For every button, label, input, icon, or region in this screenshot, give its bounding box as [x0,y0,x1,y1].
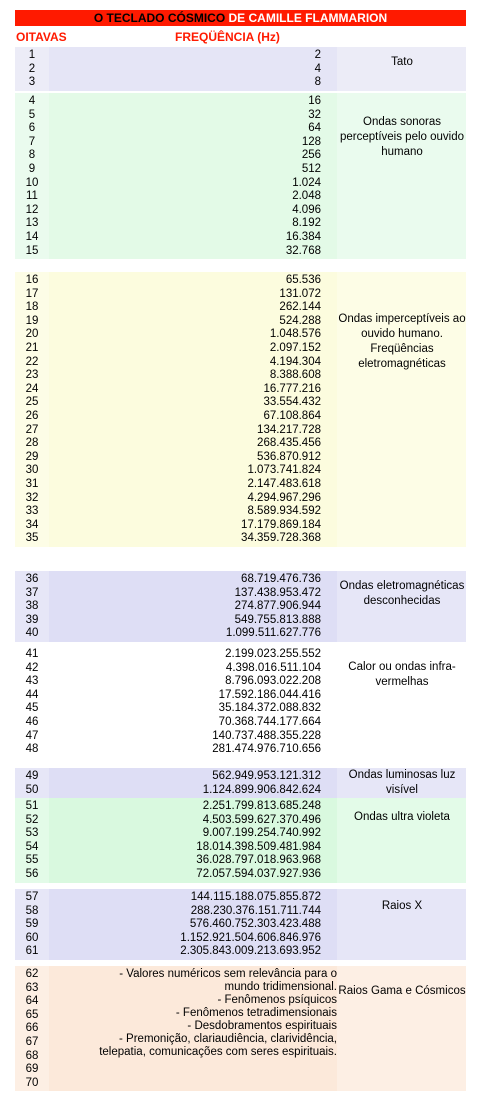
octave-number: 35 [25,532,39,545]
octave-number: 30 [25,464,39,477]
octave-number: 40 [25,627,39,640]
note-line: mundo tridimensional. [224,981,337,993]
table-title [15,10,466,26]
octave-number: 9 [28,163,36,175]
octave-number: 68 [25,1049,39,1062]
band-section [15,798,466,883]
frequency-value: 8.388.608 [269,369,321,382]
band-section [15,272,466,547]
frequency-value: 34.359.728.368 [241,532,321,545]
octave-number: 54 [25,840,39,853]
band-description: Raios X [381,900,423,912]
frequency-value: 8.796.093.022.208 [225,675,321,688]
octave-number: 28 [25,437,39,450]
octave-number: 37 [25,586,39,599]
frequency-value: 72.057.594.037.927.936 [196,868,321,880]
frequency-value: 576.460.752.303.423.488 [189,918,321,931]
octave-number: 39 [25,613,39,626]
frequency-value: 32.768 [285,244,321,257]
frequency-value: 65.536 [285,274,321,286]
frequency-value: 17.179.869.184 [241,518,321,531]
frequency-value: 8.589.934.592 [247,505,321,518]
band-description: Tato [391,56,413,68]
frequency-value: 562.949.953.121.312 [212,770,321,782]
frequency-value: 140.737.488.355.228 [212,729,321,742]
frequency-value: 64 [308,122,321,135]
frequency-value: 2 [314,49,321,61]
band-section [15,889,466,960]
frequency-value: 17.592.186.044.416 [218,688,321,701]
octave-number: 70 [25,1076,39,1089]
octave-number: 65 [25,1008,39,1021]
band-description: Raios Gama e Cósmicos [338,985,466,997]
octave-number: 60 [25,931,39,944]
octave-number: 32 [25,491,39,504]
frequency-value: 128 [301,135,321,148]
octave-number: 38 [25,600,39,613]
frequency-value: 1.099.511.627.776 [225,627,321,640]
frequency-value: 1.048.576 [269,328,321,341]
frequency-value: 2.147.483.618 [247,478,321,490]
octave-number: 21 [25,342,39,354]
frequency-value: 67.108.864 [263,410,321,422]
band-section [15,571,466,642]
frequency-value: 4.194.304 [269,355,321,368]
octave-number: 46 [25,716,39,728]
band-description: Ondas sonoras perceptíveis pelo ouvido humano [339,116,465,158]
octave-number: 23 [25,369,39,382]
octave-number: 2 [28,62,36,75]
octave-number: 66 [25,1022,39,1035]
octave-number: 27 [25,423,39,436]
frequency-value: 16 [308,95,321,107]
frequency-value: 2.305.843.009.213.693.952 [180,945,321,958]
octave-number: 29 [25,450,39,463]
octave-number: 18 [25,301,39,314]
octaves-header: OITAVAS [16,30,67,44]
frequency-value: 536.870.912 [257,450,321,463]
frequency-value: 137.438.953.472 [234,586,321,599]
frequency-value: 524.288 [279,314,321,327]
octave-number: 49 [25,770,39,782]
frequency-value: 256 [301,149,321,162]
note-line: - Desdobramentos espirituais [187,1020,337,1032]
octave-number: 41 [25,648,39,660]
octave-number: 69 [25,1063,39,1076]
frequency-value: 36.028.797.018.963.968 [196,854,321,867]
frequency-value: 1.124.899.906.842.624 [202,783,321,796]
band-description: Ondas imperceptíveis ao ouvido humano. Freqüências eletromagnéticas [338,313,466,370]
frequency-value: 4.096 [292,203,321,216]
octave-number: 47 [25,729,39,742]
octave-number: 58 [25,904,39,917]
frequency-value: 1.152.921.504.606.846.976 [180,931,321,944]
octave-number: 5 [28,108,36,121]
octave-number: 8 [28,149,36,162]
title-part-2: DE CAMILLE FLAMMARION [225,11,388,25]
band-section [15,47,466,91]
octave-number: 14 [25,231,39,243]
band-section [15,646,466,758]
frequency-value: 288.230.376.151.711.744 [190,904,321,917]
octave-number: 53 [25,827,39,840]
frequency-value: 9.007.199.254.740.992 [202,827,321,840]
frequency-value: 4.503.599.627.370.496 [202,813,321,826]
octave-number: 56 [25,868,39,880]
band-section [15,768,466,798]
octave-number: 11 [26,190,38,203]
frequency-value: 8.192 [292,217,321,230]
octave-number: 57 [25,891,39,903]
frequency-value: 35.184.372.088.832 [218,702,321,715]
octave-number: 4 [28,95,36,107]
frequency-value: 134.217.728 [257,423,321,436]
octave-number: 55 [25,854,39,867]
frequency-value: 4 [314,62,321,75]
octave-number: 25 [25,396,39,409]
octave-number: 13 [25,217,39,230]
frequency-value: 4.398.016.511.104 [225,661,321,674]
octave-number: 3 [28,76,36,89]
frequency-header: FREQÜÊNCIA (Hz) [175,30,280,44]
frequency-value: 2.048 [292,190,321,203]
frequency-value: 549.755.813.888 [234,613,321,626]
frequency-value: 144.115.188.075.855.872 [190,891,321,903]
frequency-value: 512 [301,163,321,175]
octave-number: 33 [25,505,39,518]
frequency-value: 70.368.744.177.664 [218,716,321,728]
frequency-value: 16.777.216 [263,382,321,395]
frequency-value: 2.251.799.813.685.248 [202,800,321,812]
octave-number: 7 [28,135,36,148]
octave-number: 51 [25,800,39,812]
frequency-value: 131.072 [279,287,321,300]
octave-number: 43 [25,675,39,688]
frequency-value: 68.719.476.736 [241,573,321,585]
octave-number: 31 [25,478,39,490]
phenomena-notes [49,968,337,1059]
frequency-value: 1.073.741.824 [247,464,321,477]
octave-number: 59 [25,918,39,931]
note-line: telepatia, comunicações com seres espirituais. [99,1046,337,1058]
octave-number: 45 [25,702,39,715]
band-description: Calor ou ondas infra-vermelhas [348,661,456,688]
octave-number: 15 [25,244,39,257]
title-part-1: O TECLADO CÓSMICO [93,11,226,25]
frequency-value: 33.554.432 [263,396,321,409]
frequency-value: 16.384 [285,231,321,243]
octave-number: 19 [25,314,39,327]
octave-number: 64 [25,995,39,1008]
note-line: - Fenômenos tetradimensionais [175,1007,337,1019]
frequency-value: 4.294.967.296 [247,491,321,504]
octave-number: 22 [25,355,39,368]
octave-number: 6 [28,122,36,135]
octave-number: 52 [25,813,39,826]
frequency-value: 32 [308,108,321,121]
frequency-value: 8 [314,76,321,89]
octave-number: 24 [25,382,39,395]
octave-number: 42 [25,661,39,674]
band-section [15,93,466,259]
octave-number: 48 [25,743,39,756]
band-description: Ondas ultra violeta [354,811,450,823]
frequency-value: 1.024 [292,176,321,189]
frequency-value: 268.435.456 [257,437,321,450]
octave-number: 12 [25,203,39,216]
band-description: Ondas luminosas luz visível [348,769,456,796]
note-line: - Fenômenos psíquicos [217,994,337,1006]
octave-number: 34 [25,518,39,531]
octave-number: 36 [25,573,39,585]
octave-number: 61 [25,945,39,958]
frequency-value: 262.144 [279,301,321,314]
band-description: Ondas eletromagnéticas desconhecidas [339,580,465,607]
octave-number: 50 [25,783,39,796]
frequency-value: 274.877.906.944 [234,600,321,613]
octave-number: 26 [25,410,39,422]
note-line: - Premonição, clariaudiência, clarividência, [119,1033,337,1045]
octave-number: 63 [25,981,39,994]
frequency-value: 281.474.976.710.656 [212,743,321,756]
octave-number: 62 [25,968,39,980]
frequency-value: 2.199.023.255.552 [225,648,321,660]
octave-number: 20 [25,328,39,341]
octave-number: 67 [25,1036,39,1048]
octave-number: 10 [25,176,39,189]
octave-number: 44 [25,688,39,701]
band-section [15,966,466,1091]
octave-number: 1 [28,49,36,61]
note-line: - Valores numéricos sem relevância para o [119,968,337,980]
frequency-value: 2.097.152 [269,342,321,354]
octave-number: 16 [25,274,39,286]
frequency-value: 18.014.398.509.481.984 [196,840,321,853]
octave-number: 17 [25,287,39,300]
